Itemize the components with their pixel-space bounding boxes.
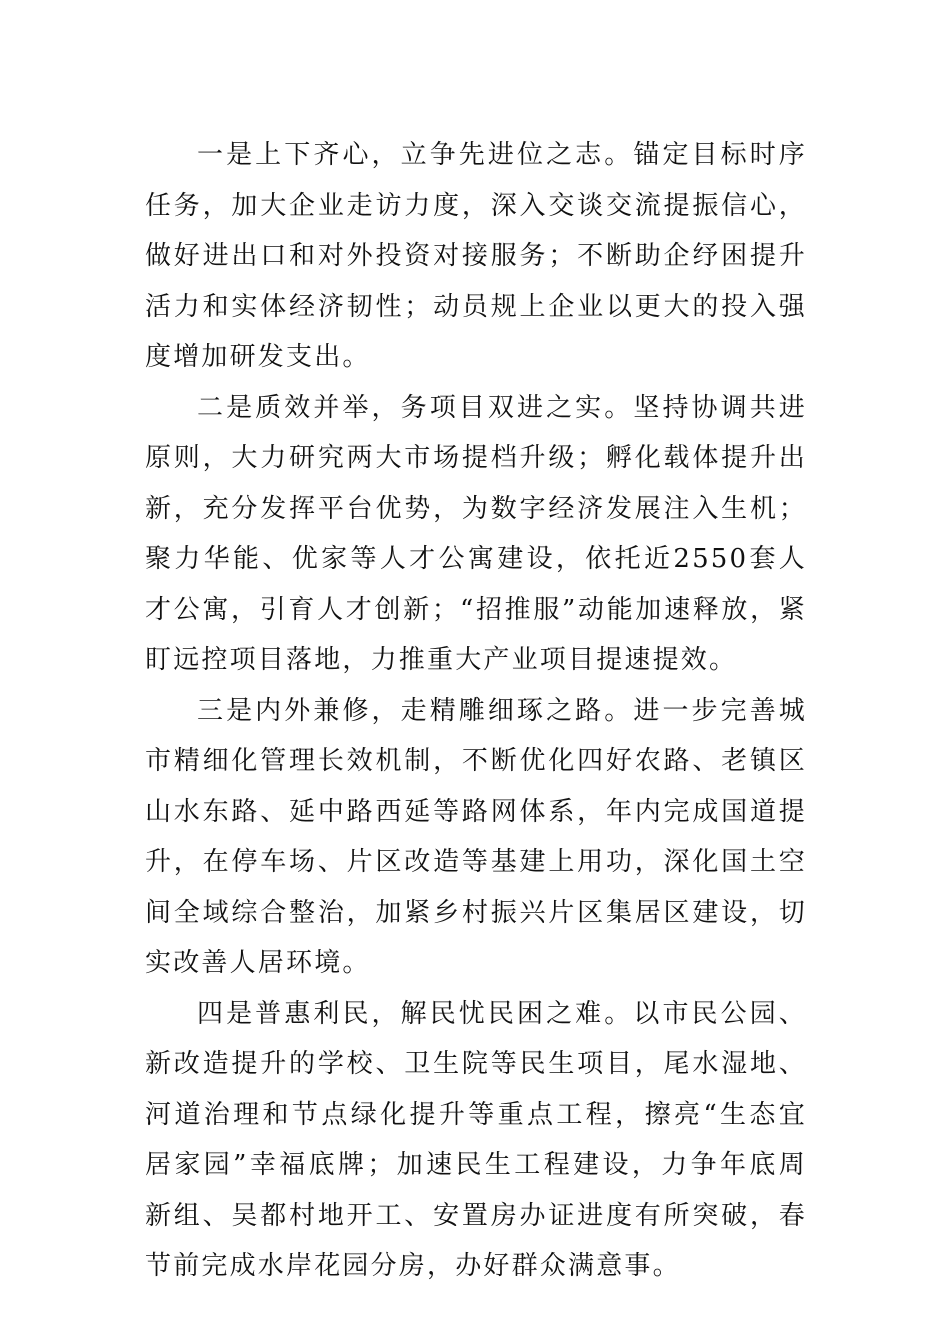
- document-body: [145, 130, 807, 1292]
- paragraph-3: 三是内外兼修，走精雕细琢之路。进一步完善城市精细化管理长效机制，不断优化四好农路、老镇区山水东路、延中路西延等路网体系，年内完成国道提升，在停车场、片区改造等基建上用功，深化国土空间全域综合整治，加紧乡村振兴片区集居区建设，切实改善人居环境。: [145, 695, 807, 978]
- paragraph-2: 二是质效并举，务项目双进之实。坚持协调共进原则，大力研究两大市场提档升级；孵化载体提升出新，充分发挥平台优势，为数字经济发展注入生机；聚力华能、优家等人才公寓建设，依托近2550套人才公寓，引育人才创新；“招推服”动能加速释放，紧盯远控项目落地，力推重大产业项目提速提效。: [145, 392, 807, 675]
- paragraph-4: 四是普惠利民，解民忧民困之难。以市民公园、新改造提升的学校、卫生院等民生项目，尾水湿地、河道治理和节点绿化提升等重点工程，擦亮“生态宜居家园”幸福底牌；加速民生工程建设，力争年底周新组、吴都村地开工、安置房办证进度有所突破，春节前完成水岸花园分房，办好群众满意事。: [145, 998, 807, 1281]
- paragraph-1: 一是上下齐心，立争先进位之志。锚定目标时序任务，加大企业走访力度，深入交谈交流提振信心，做好进出口和对外投资对接服务；不断助企纾困提升活力和实体经济韧性；动员规上企业以更大的投入强度增加研发支出。: [145, 140, 807, 372]
